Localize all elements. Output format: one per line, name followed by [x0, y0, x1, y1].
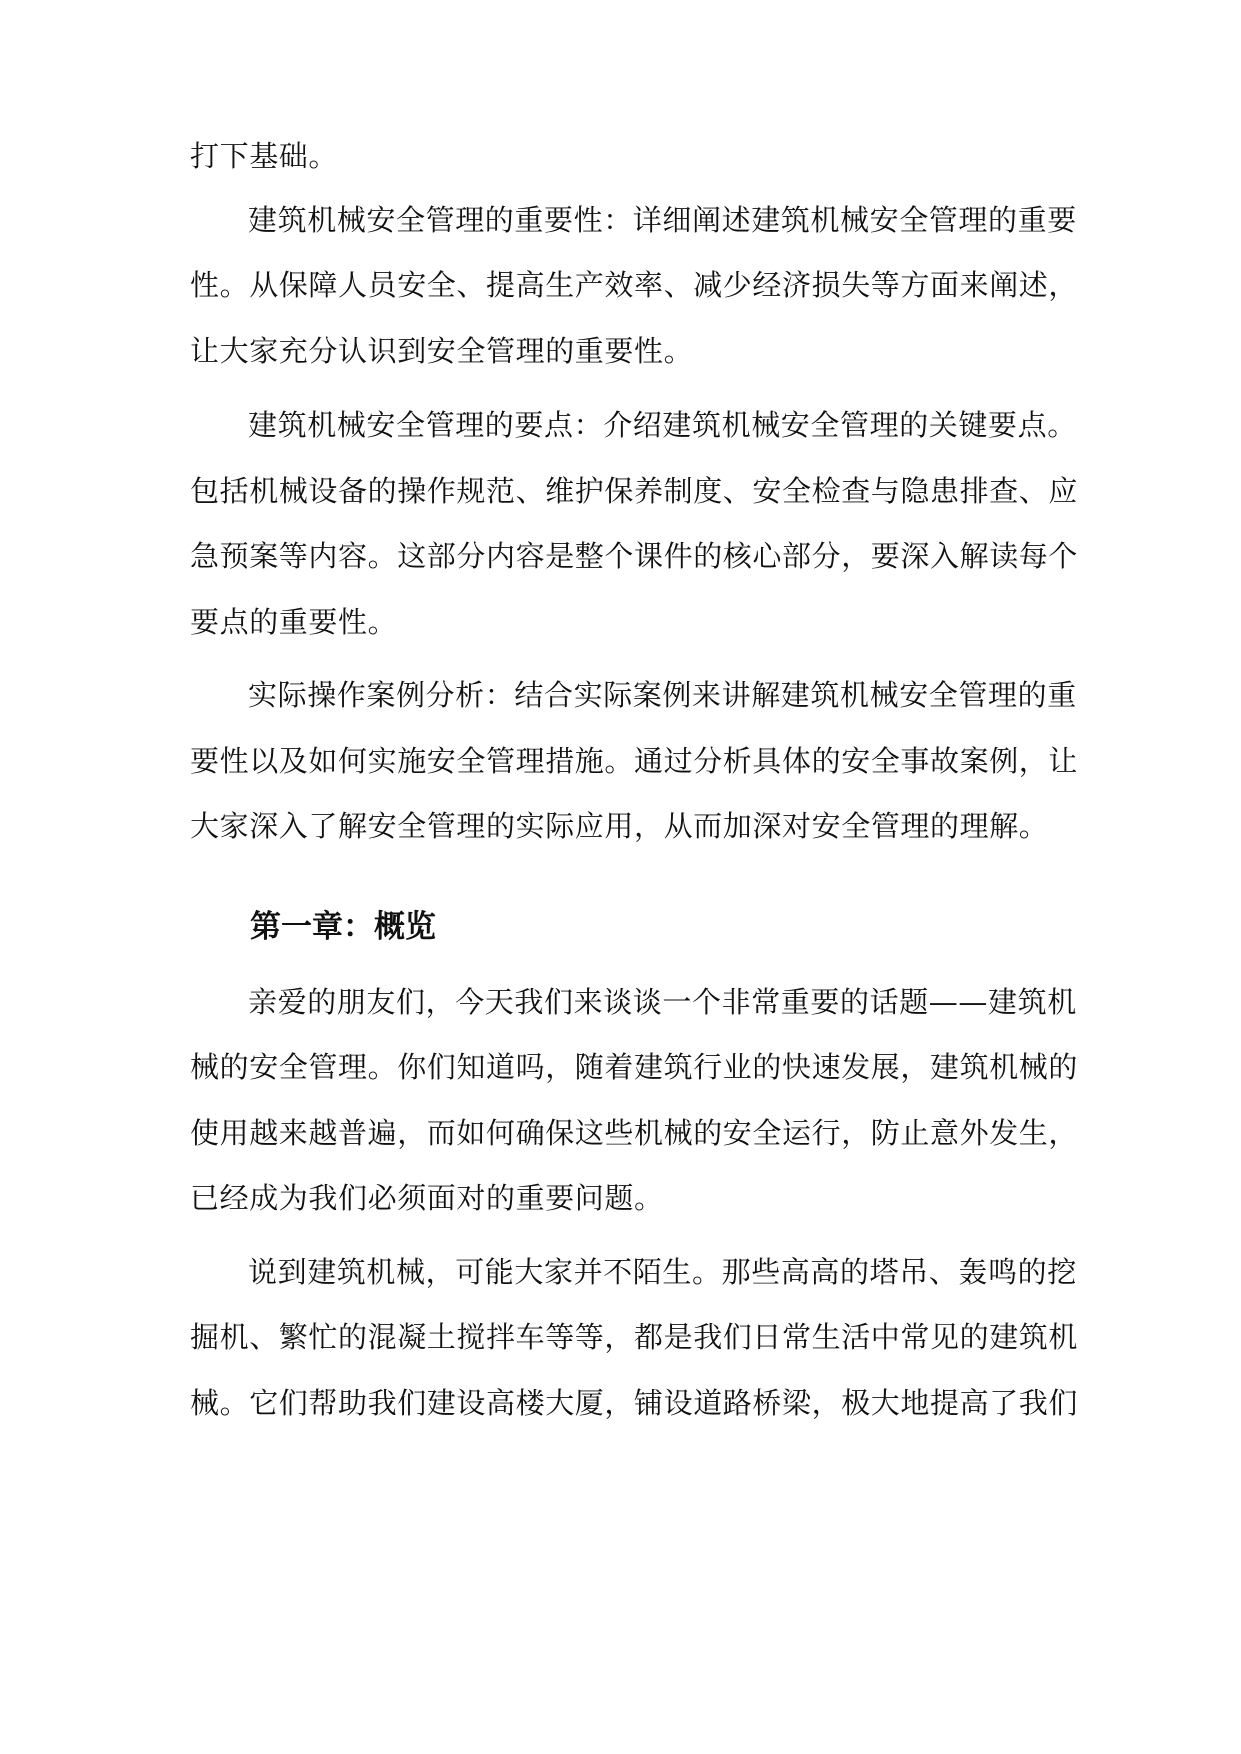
case-analysis-paragraph-line-2: 要性以及如何实施安全管理措施。通过分析具体的安全事故案例，让 — [190, 744, 1079, 778]
machinery-paragraph-line-3: 械。它们帮助我们建设高楼大厦，铺设道路桥梁，极大地提高了我们 — [190, 1386, 1079, 1420]
intro-paragraph-line-2: 械的安全管理。你们知道吗，随着建筑行业的快速发展，建筑机械的 — [190, 1050, 1079, 1084]
case-analysis-paragraph-line-3: 大家深入了解安全管理的实际应用，从而加深对安全管理的理解。 — [190, 809, 1049, 843]
case-analysis-paragraph-line-1: 实际操作案例分析：结合实际案例来讲解建筑机械安全管理的重 — [248, 678, 1077, 712]
machinery-paragraph-line-1: 说到建筑机械，可能大家并不陌生。那些高高的塔吊、轰鸣的挖 — [248, 1255, 1077, 1289]
chapter-heading: 第一章：概览 — [250, 909, 436, 945]
key-points-paragraph-line-3: 急预案等内容。这部分内容是整个课件的核心部分，要深入解读每个 — [190, 539, 1079, 573]
key-points-paragraph-line-1: 建筑机械安全管理的要点：介绍建筑机械安全管理的关键要点。 — [248, 408, 1077, 442]
paragraph-continuation-line: 打下基础。 — [190, 139, 339, 173]
machinery-paragraph-line-2: 掘机、繁忙的混凝土搅拌车等等，都是我们日常生活中常见的建筑机 — [190, 1320, 1079, 1354]
importance-paragraph-line-1: 建筑机械安全管理的重要性：详细阐述建筑机械安全管理的重要 — [248, 203, 1077, 237]
intro-paragraph-line-1: 亲爱的朋友们，今天我们来谈谈一个非常重要的话题——建筑机 — [248, 985, 1077, 1019]
intro-paragraph-line-4: 已经成为我们必须面对的重要问题。 — [190, 1181, 664, 1215]
key-points-paragraph-line-2: 包括机械设备的操作规范、维护保养制度、安全检查与隐患排查、应 — [190, 474, 1079, 508]
intro-paragraph-line-3: 使用越来越普遍，而如何确保这些机械的安全运行，防止意外发生， — [190, 1116, 1079, 1150]
importance-paragraph-line-2: 性。从保障人员安全、提高生产效率、减少经济损失等方面来阐述， — [190, 268, 1079, 302]
key-points-paragraph-line-4: 要点的重要性。 — [190, 605, 398, 639]
importance-paragraph-line-3: 让大家充分认识到安全管理的重要性。 — [190, 334, 694, 368]
